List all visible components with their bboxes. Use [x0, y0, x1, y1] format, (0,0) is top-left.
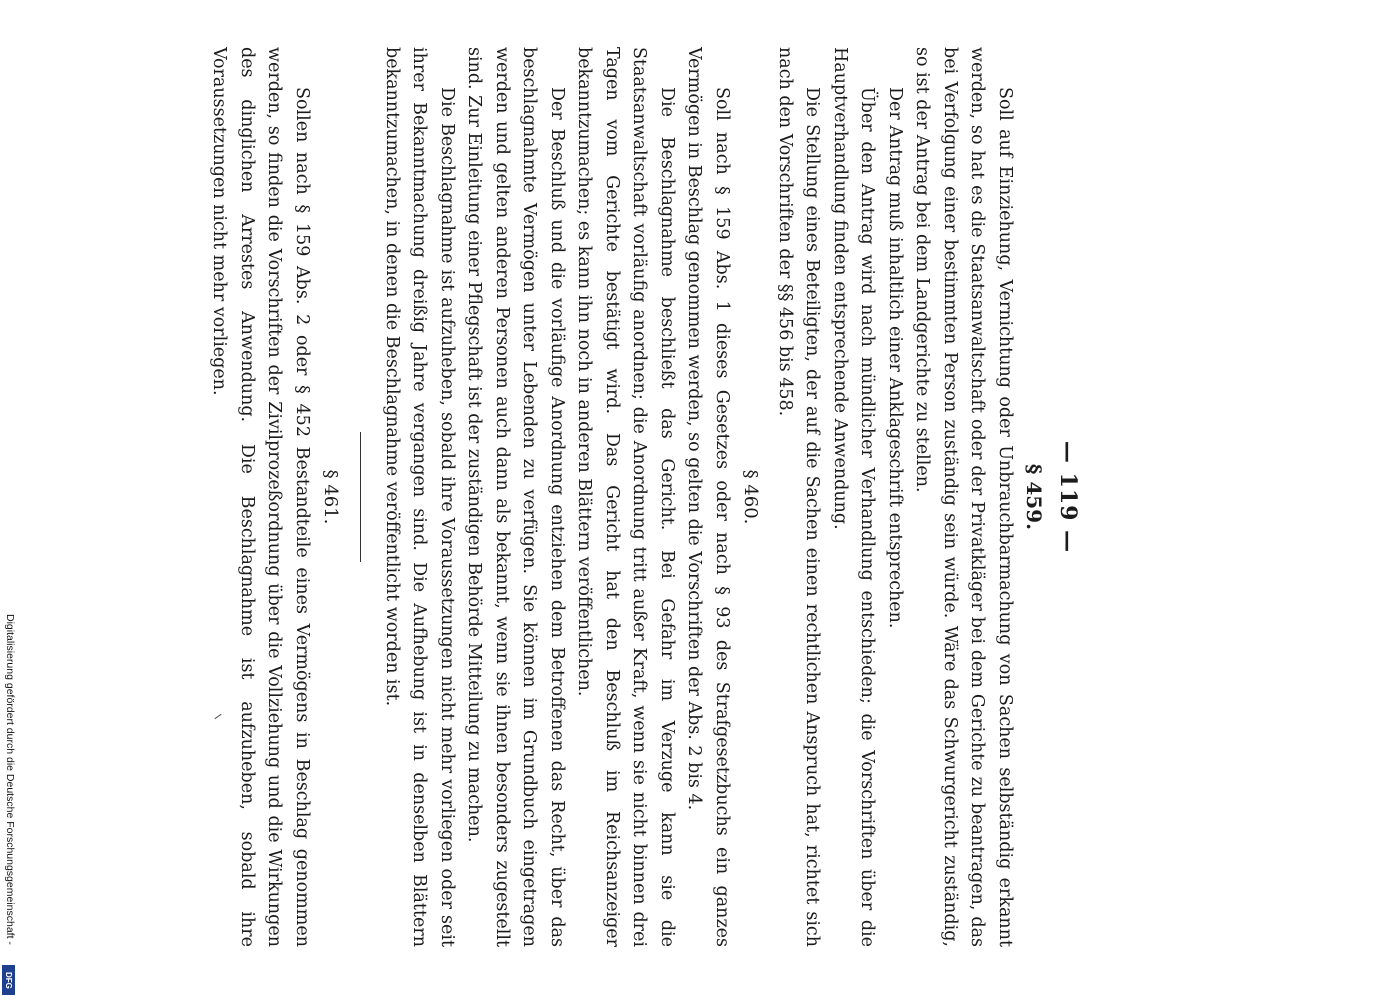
section-heading-459: § 459. — [1022, 463, 1047, 531]
digitization-credit-text: Digitalisierung gefördert durch die Deutsche Forschungsgemeinschaft - — [4, 614, 16, 945]
section-460-paragraph: Die Beschlagnahme ist aufzuheben, sobald ihre Voraussetzungen nicht mehr vorliegen oder seit ihrer Bekanntmachung dreißig Jahre vergangen sind. Die Aufhebung ist in denselben Blättern bekanntzumachen, in denen die Beschlagnahme veröffentlicht worden ist. — [382, 47, 457, 947]
rotated-text-block — [209, 47, 1081, 947]
section-459-paragraph: Über den Antrag wird nach mündlicher Verhandlung entschieden; die Vorschriften über die Hauptverhandlung finden entsprechende Anwendung. — [830, 47, 878, 947]
section-459-paragraph: Die Stellung eines Beteiligten, der auf die Sachen einen rechtlichen Anspruch hat, richtet sich nach den Vorschriften der §§ 456 bis 458. — [775, 47, 823, 947]
section-460-paragraph: Der Beschluß und die vorläufige Anordnung entziehen dem Betroffenen das Recht, über das beschlagnahmte Vermögen unter Lebenden zu verfügen. Sie können im Grundbuch eingetragen werden und gelten anderen Personen auch dann als bekannt, wenn sie ihnen besonders zugestellt sind. Zur Einleitung einer Pflegschaft ist der zuständigen Behörde Mitteilung zu machen. — [464, 47, 567, 947]
section-divider-rule — [361, 432, 362, 562]
section-heading-460: § 460. — [740, 469, 762, 525]
section-459-paragraph: Der Antrag muß inhaltlich einer Anklageschrift entsprechen. — [885, 87, 905, 629]
section-460-paragraph: Die Beschlagnahme beschließt das Gericht. Bei Gefahr im Verzuge kann sie die Staatsanwaltschaft vorläufig anordnen; die Anordnung tritt außer Kraft, wenn sie nicht binnen drei Tagen vom Gerichte bestätigt wird. Das Gericht hat den Beschluß im Reichsanzeiger bekanntzumachen; es kann ihn noch in anderen Blättern veröffentlichen. — [574, 47, 677, 947]
section-461-paragraph: Sollen nach § 159 Abs. 2 oder § 452 Bestandteile eines Vermögens in Beschlag genommen werden, so finden die Vorschriften der Zivilprozeßordnung über die Vollziehung und die Wirkungen des dinglichen Arrestes Anwendung. Die Beschlagnahme ist aufzuheben, sobald ihre Voraussetzungen nicht mehr vorliegen. — [209, 47, 312, 947]
page-number: — 119 — — [1055, 440, 1081, 554]
dfg-logo: DFG — [2, 965, 15, 995]
section-459-paragraph: Soll auf Einziehung, Vernichtung oder Unbrauchbarmachung von Sachen selbständig erkannt werden, so hat es die Staatsanwaltschaft oder der Privatkläger bei dem Gerichte zu beantragen, das bei Verfolgung einer bestimmten Person zuständig sein würde. Wäre das Schwurgericht zuständig, so ist der Antrag bei dem Landgerichte zu stellen. — [912, 47, 1015, 947]
digitization-credit — [0, 600, 20, 1000]
section-460-paragraph: Soll nach § 159 Abs. 1 dieses Gesetzes oder nach § 93 des Strafgesetzbuchs ein ganzes Vermögen in Beschlag genommen werden, so gelten die Vorschriften der Abs. 2 bis 4. — [684, 47, 732, 947]
section-heading-461: § 461. — [320, 469, 342, 525]
